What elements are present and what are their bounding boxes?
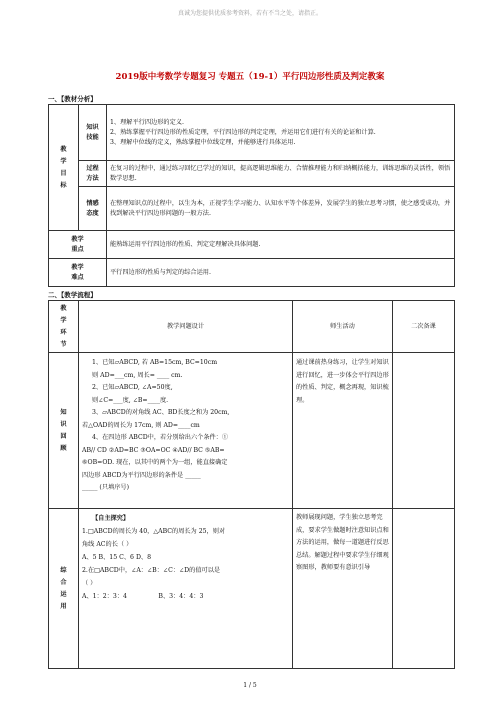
question-line: 2.在□ABCD中，∠A：∠B：∠C：∠D的值可以是 xyxy=(82,567,221,574)
question-line: 则 AD=___cm, 周长= ____ cm. xyxy=(92,371,183,379)
page-title: 2019版中考数学专题复习 专题五（19-1）平行四边形性质及判定教案 xyxy=(115,72,385,82)
question-line: 角线 AC的长（ ） xyxy=(82,541,133,548)
review-label: 知 识 回 顾 xyxy=(49,353,79,509)
review-questions xyxy=(79,353,293,509)
header-design: 教学问题设计 xyxy=(79,301,293,353)
section-heading-analysis: 一、【教材分析】 xyxy=(48,95,97,103)
analysis-table xyxy=(48,104,455,287)
question-line: 1、已知▱ABCD, 若 AB=15cm, BC=10cm xyxy=(92,359,218,366)
header-second-prep: 二次备课 xyxy=(393,301,455,353)
knowledge-label: 知识 技能 xyxy=(79,105,107,161)
knowledge-items xyxy=(107,105,455,161)
application-label: 综 合 运 用 xyxy=(49,509,79,669)
section-heading-process: 二、【教学流程】 xyxy=(48,291,97,299)
application-activity: 教师展现问题，学生独立思考完成，要求学生做题时注意知识点和方法的运用，做每一道题进行反思总结。解题过程中要求学生仔细观察图形，教师要有意识引导 xyxy=(293,509,393,669)
key-label: 教学 重点 xyxy=(49,231,107,259)
question-line: 若△OAD的周长为 17cm, 则 AD=____cm xyxy=(82,421,200,429)
review-second-prep xyxy=(393,353,455,509)
question-line: 4、在四边形 ABCD中，若分别给出六个条件：① xyxy=(92,434,229,441)
knowledge-item: 2、熟练掌握平行四边形的性质定理，平行四边形的判定定理，并运用它们进行有关的论证和计算. xyxy=(110,128,376,136)
question-line: （ ） xyxy=(82,580,97,587)
question-line: ⑥OB=OD. 现在，以其中的两个为一组，能直接确定 xyxy=(82,459,228,466)
method-label: 过程 方法 xyxy=(79,161,107,187)
question-line: 则∠C=___度, ∠B=____度. xyxy=(92,396,169,404)
question-line: 四边形 ABCD为平行四边形的条件是 _____ xyxy=(82,471,201,479)
emotion-text: 在整理知识点的过程中，以生为本，正视学生学习能力、认知水平等个体差异，发展学生的独立思考习惯，使之感受成功，并找到解决平行四边形问题的一般方法. xyxy=(107,187,455,231)
question-line: AB// CD ②AD=BC ③OA=OC ④AD// BC ⑤AB= xyxy=(82,446,225,454)
question-line: 2、已知▱ABCD, ∠A=50度, xyxy=(92,384,173,391)
key-text: 能熟练运用平行四边形的性质、判定定理解决具体问题. xyxy=(107,231,455,259)
review-activity: 通过课前热身练习，让学生对知识进行回忆，进一步体会平行四边形的性质、判定，概念再现，知识梳理。 xyxy=(293,353,393,509)
difficult-text: 平行四边形的性质与判定的综合运用. xyxy=(107,259,455,287)
header-note: 真诚为您提供优质参考资料，若有不当之处，请指正。 xyxy=(177,10,322,17)
page-number: 1 / 5 xyxy=(243,682,257,689)
header-stage: 教 学 环 节 xyxy=(49,301,79,353)
question-line: 1.□ABCD的周长为 40，△ABC的周长为 25，则对 xyxy=(82,528,226,535)
application-second-prep xyxy=(393,509,455,669)
question-line: _____ (只填序号) xyxy=(82,484,130,491)
question-line: A、1：2：3：4 B、3：4：4：3 xyxy=(82,593,204,600)
application-questions xyxy=(79,509,293,669)
knowledge-item: 3、理解中位线的定义，熟练掌握中位线定理，并能够进行具体运用. xyxy=(110,138,296,146)
method-text: 在复习的过程中，通过练习回忆已学过的知识，提高逻辑思维能力、合情推理能力和归纳概括能力，训练思维的灵活性，领悟数学思想. xyxy=(107,161,455,187)
emotion-label: 情感 态度 xyxy=(79,187,107,231)
difficult-label: 教学 难点 xyxy=(49,259,107,287)
header-activity: 师生活动 xyxy=(293,301,393,353)
explore-heading: 【自主探究】 xyxy=(92,515,130,522)
goal-label: 教 学 目 标 xyxy=(49,105,79,231)
question-line: A、5 B、15 C、6 D、8 xyxy=(82,554,152,561)
process-table xyxy=(48,300,455,669)
question-line: 3、▱ABCD的对角线 AC、BD长度之和为 20cm, xyxy=(92,409,230,416)
knowledge-item: 1、理解平行四边形的定义. xyxy=(110,118,184,126)
